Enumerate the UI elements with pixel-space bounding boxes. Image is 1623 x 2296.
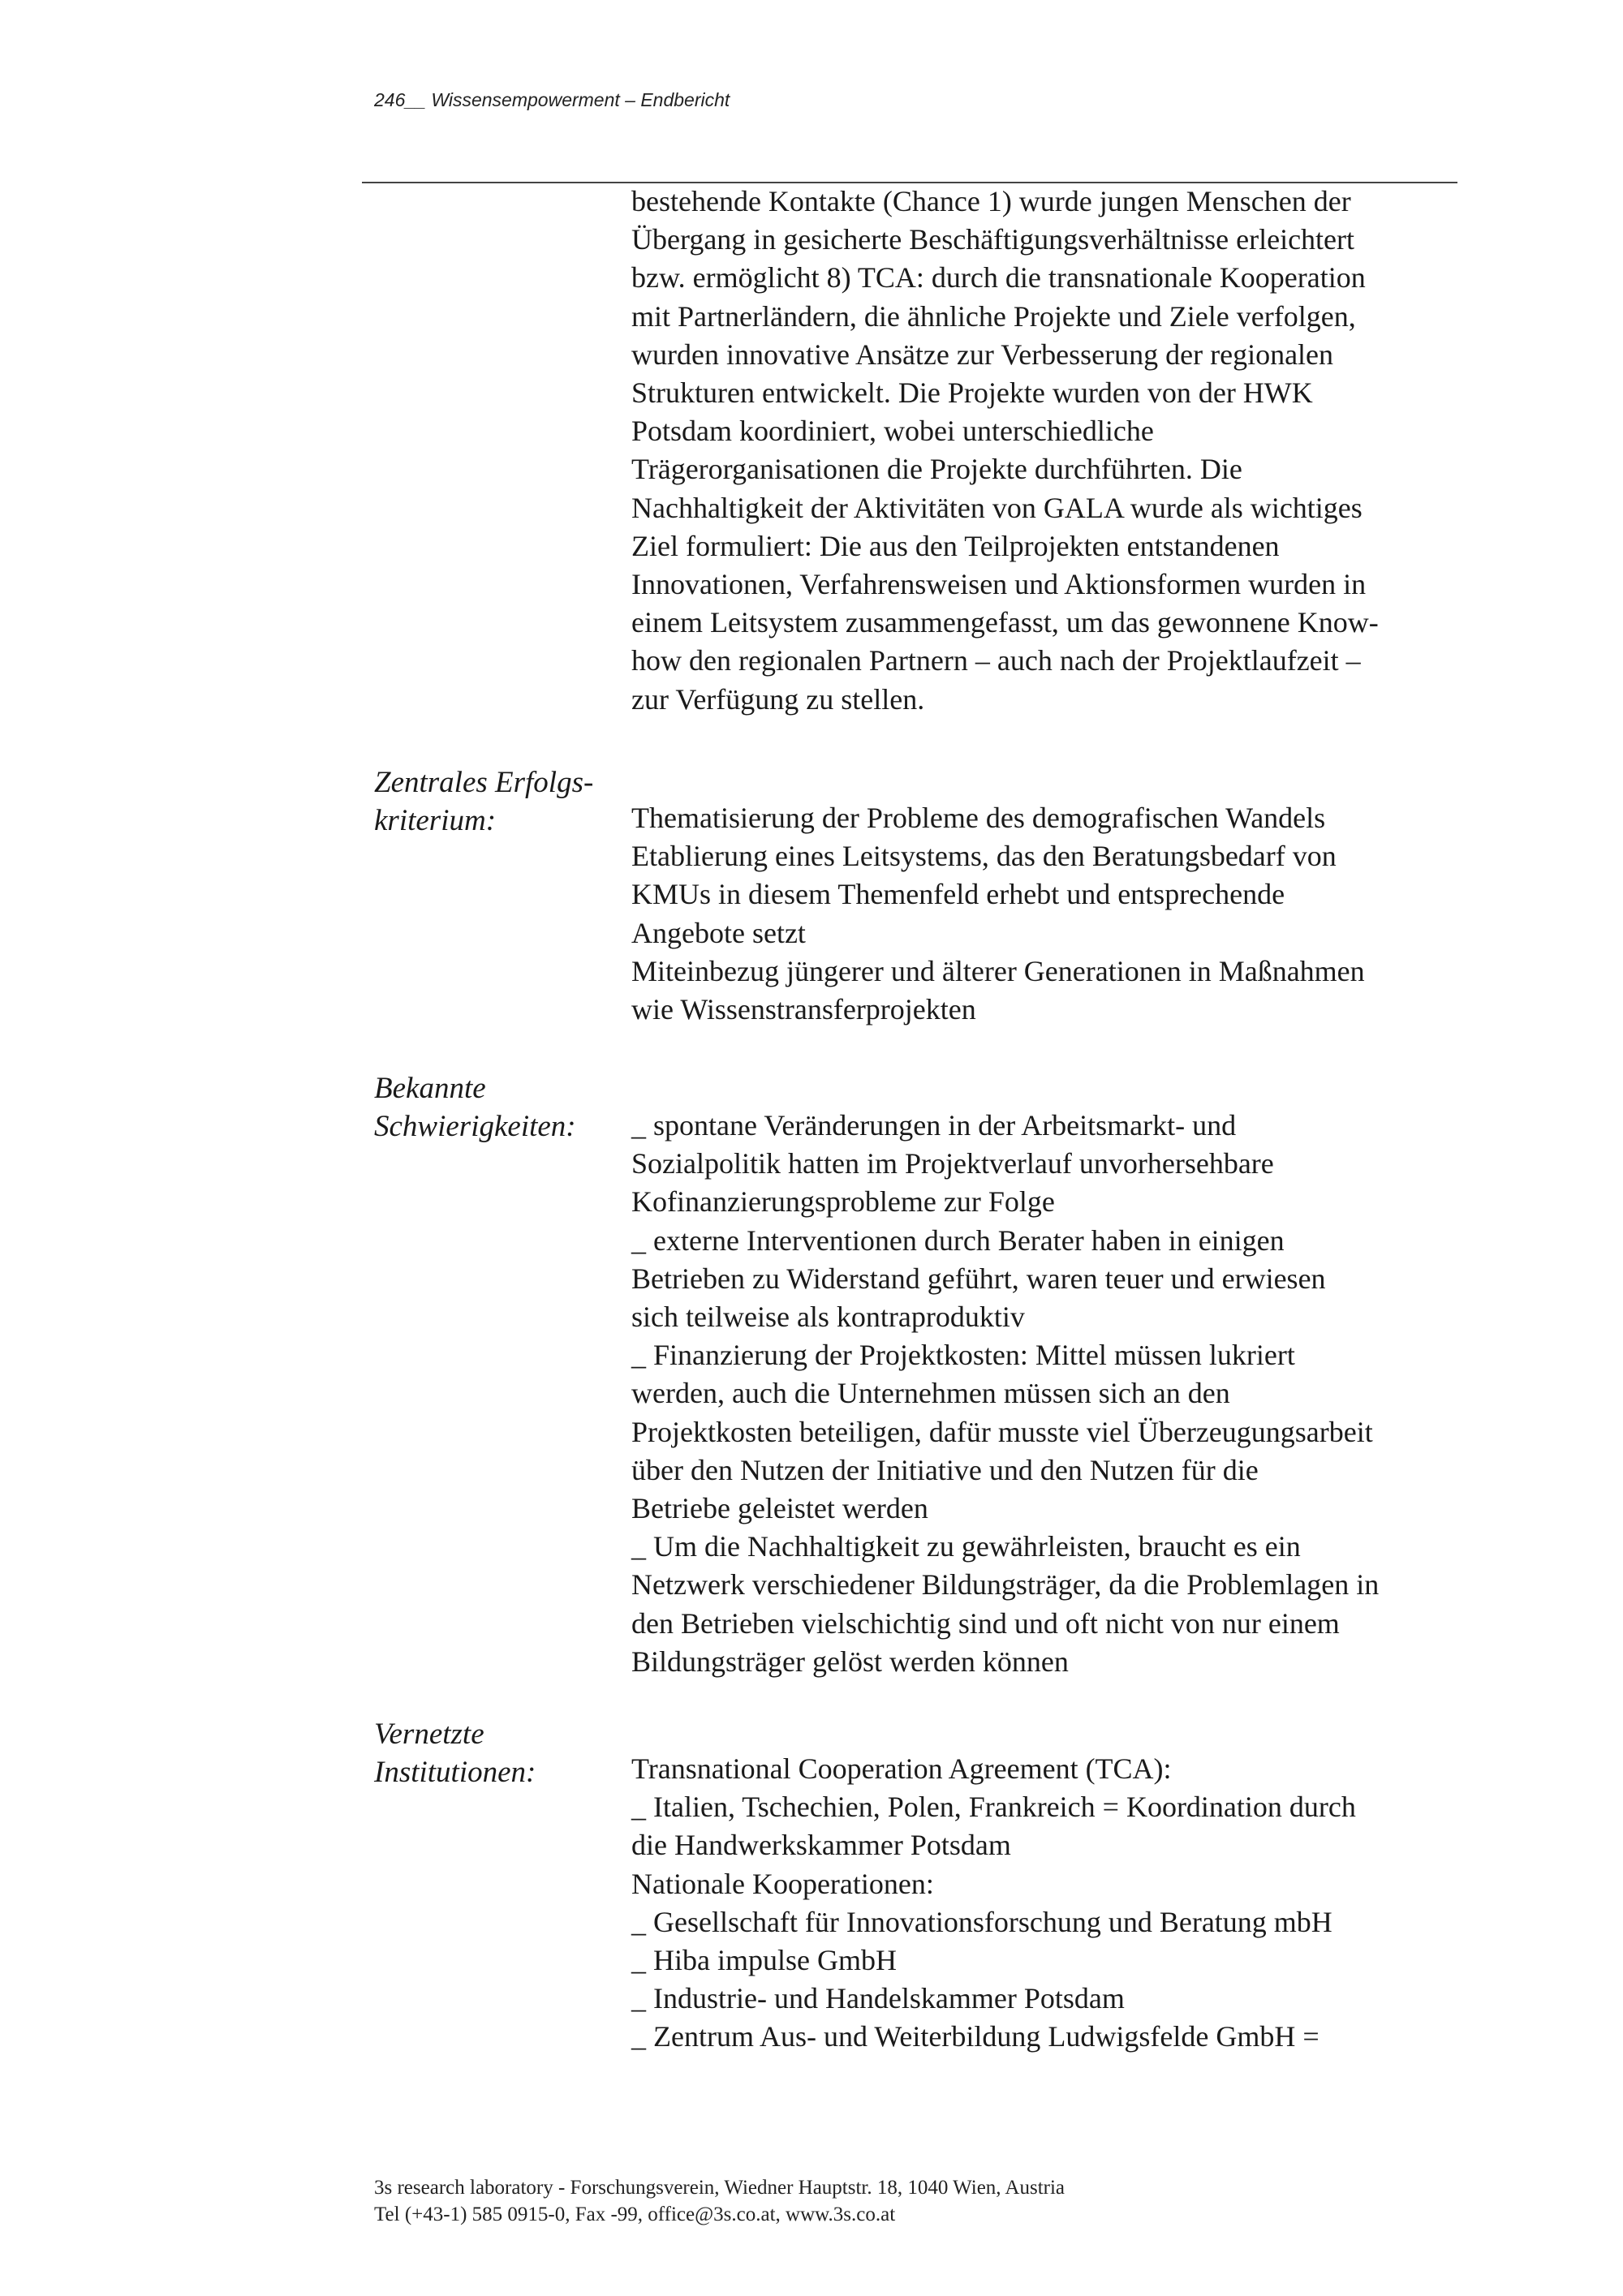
text-line: bestehende Kontakte (Chance 1) wurde jungen Menschen der <box>631 185 1351 217</box>
text-line: Potsdam koordiniert, wobei unterschiedliche <box>631 415 1154 448</box>
text-line: Nationale Kooperationen: <box>631 1867 934 1900</box>
text-line: den Betrieben vielschichtig sind und oft nicht von nur einem <box>631 1606 1340 1640</box>
text-line: sich teilweise als kontraproduktiv <box>631 1301 1025 1334</box>
text-line: Transnational Cooperation Agreement (TCA): <box>631 1752 1172 1785</box>
text-line: Sozialpolitik hatten im Projektverlauf unvorhersehbare <box>631 1147 1274 1180</box>
text-line: Trägerorganisationen die Projekte durchführten. Die <box>631 453 1242 486</box>
text-line: Thematisierung der Probleme des demografischen Wandels <box>631 802 1326 834</box>
text-line: Etablierung eines Leitsystems, das den Beratungsbedarf von <box>631 840 1337 873</box>
text-line: _ Industrie- und Handelskammer Potsdam <box>631 1982 1125 2015</box>
text-line: wurden innovative Ansätze zur Verbesserung der regionalen <box>631 338 1334 371</box>
footer-contact: Tel (+43-1) 585 0915-0, Fax -99, office@3s.co.at, www.3s.co.at <box>374 2204 896 2225</box>
text-line: Innovationen, Verfahrensweisen und Aktionsformen wurden in <box>631 568 1367 601</box>
footer-address: 3s research laboratory - Forschungsverein, Wiedner Hauptstr. 18, 1040 Wien, Austria <box>374 2177 1065 2199</box>
section-body-erfolgskriterium <box>631 799 1459 1029</box>
text-line: Betriebe geleistet werden <box>631 1492 928 1525</box>
text-line: Kofinanzierungsprobleme zur Folge <box>631 1185 1055 1219</box>
text-line: Netzwerk verschiedener Bildungsträger, da die Problemlagen in <box>631 1568 1380 1602</box>
text-line: _ spontane Veränderungen in der Arbeitsmarkt- und <box>631 1109 1237 1142</box>
text-line: Bildungsträger gelöst werden können <box>631 1645 1069 1678</box>
text-line: Miteinbezug jüngerer und älterer Generationen in Maßnahmen <box>631 954 1365 987</box>
text-line: werden, auch die Unternehmen müssen sich an den <box>631 1377 1230 1410</box>
page-footer <box>374 2174 1065 2228</box>
section-label-institutionen: Vernetzte Institutionen: <box>374 1718 536 1789</box>
text-line: how den regionalen Partnern – auch nach der Projektlaufzeit – <box>631 644 1361 677</box>
text-line: einem Leitsystem zusammengefasst, um das gewonnene Know- <box>631 606 1379 639</box>
text-line: _ Italien, Tschechien, Polen, Frankreich = Koordination durch <box>631 1791 1356 1824</box>
text-line: die Handwerkskammer Potsdam <box>631 1829 1011 1862</box>
running-header: 246__ Wissensempowerment – Endbericht <box>374 89 730 110</box>
text-line: _ Hiba impulse GmbH <box>631 1944 897 1977</box>
text-line: Ziel formuliert: Die aus den Teilprojekten entstandenen <box>631 529 1280 562</box>
text-line: Betrieben zu Widerstand geführt, waren teuer und erwiesen <box>631 1262 1326 1295</box>
text-line: KMUs in diesem Themenfeld erhebt und entsprechende <box>631 878 1285 911</box>
text-line: _ externe Interventionen durch Berater haben in einigen <box>631 1223 1285 1257</box>
text-line: Nachhaltigkeit der Aktivitäten von GALA wurde als wichtiges <box>631 491 1363 524</box>
section-label-schwierigkeiten: Bekannte Schwierigkeiten: <box>374 1072 576 1143</box>
text-line: _ Um die Nachhaltigkeit zu gewährleisten, braucht es ein <box>631 1530 1301 1563</box>
text-line: Projektkosten beteiligen, dafür musste viel Überzeugungsarbeit <box>631 1415 1373 1448</box>
text-line: über den Nutzen der Initiative und den Nutzen für die <box>631 1453 1259 1486</box>
section-body-institutionen <box>631 1750 1459 2057</box>
section-label-erfolgskriterium: Zentrales Erfolgs- kriterium: <box>374 766 594 837</box>
text-line: Angebote setzt <box>631 916 806 949</box>
text-line: _ Finanzierung der Projektkosten: Mittel müssen lukriert <box>631 1339 1295 1372</box>
text-line: _ Gesellschaft für Innovationsforschung und Beratung mbH <box>631 1905 1332 1938</box>
text-line: wie Wissenstransferprojekten <box>631 993 976 1026</box>
section-body-schwierigkeiten <box>631 1107 1459 1681</box>
text-line: bzw. ermöglicht 8) TCA: durch die transnationale Kooperation <box>631 261 1366 295</box>
text-line: mit Partnerländern, die ähnliche Projekte und Ziele verfolgen, <box>631 299 1356 333</box>
text-line: Übergang in gesicherte Beschäftigungsverhältnisse erleichtert <box>631 223 1355 256</box>
text-line: Strukturen entwickelt. Die Projekte wurden von der HWK <box>631 376 1313 410</box>
intro-paragraph <box>631 183 1459 719</box>
text-line: zur Verfügung zu stellen. <box>631 682 925 716</box>
text-line: _ Zentrum Aus- und Weiterbildung Ludwigsfelde GmbH = <box>631 2020 1319 2053</box>
